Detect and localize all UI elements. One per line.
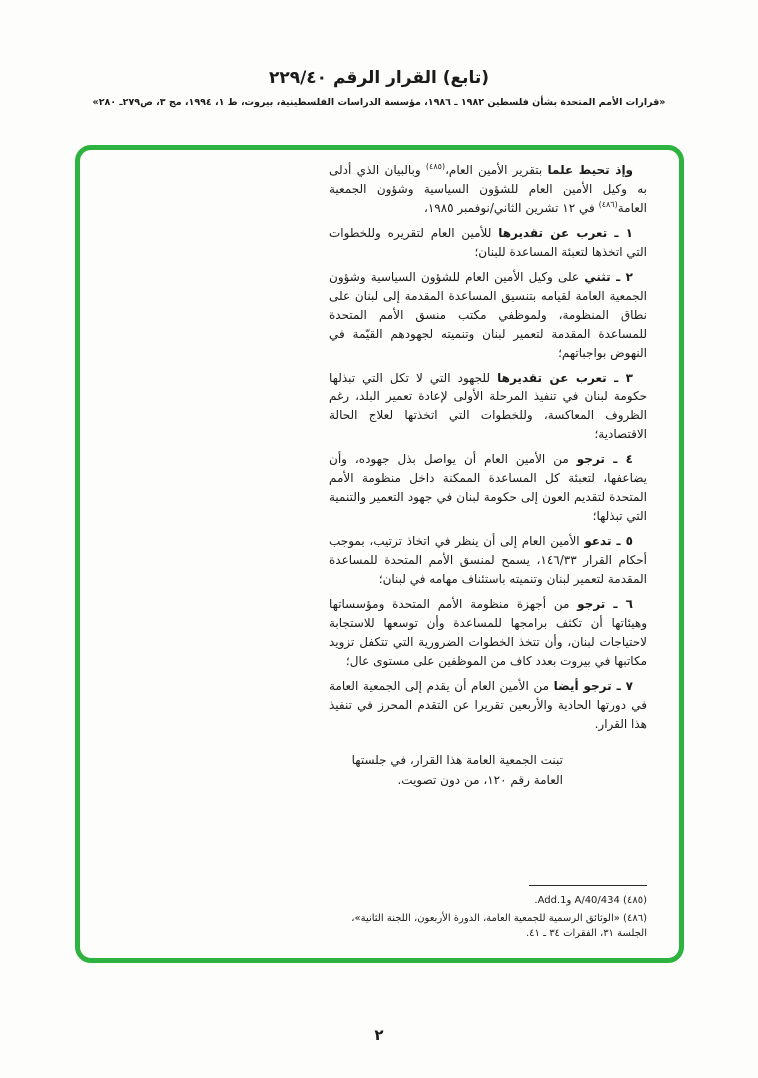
item-4-text: من الأمين العام أن يواصل بذل جهوده، وأن يضاعفها، لتعبئة كل المساعدة الممكنة داخل منظومة الأمم المتحدة لتقديم العون إلى حكومة لبنان في جهود التعمير والتنمية التي تبذلها؛	[329, 452, 647, 524]
resolution-item-3	[329, 369, 647, 445]
resolution-item-6	[329, 595, 647, 671]
intro-paragraph	[329, 161, 647, 218]
item-2-lead: ٢ ـ تثني	[584, 269, 633, 284]
adoption-note: تبنت الجمعية العامة هذا القرار، في جلستها العامة رقم ١٢٠، من دون تصويت.	[351, 752, 563, 788]
resolution-item-2	[329, 268, 647, 363]
footnote-485: (٤٨٥) A/40/434 وAdd.1.	[534, 895, 647, 906]
intro-text-2: وبالبيان الذي أدلى به وكيل الأمين العام للشؤون السياسية وشؤون الجمعية العامة	[329, 163, 647, 215]
item-7-lead: ٧ ـ ترجو أيضا	[553, 678, 633, 693]
footnotes-section	[329, 875, 647, 944]
item-5-lead: ٥ ـ تدعو	[584, 534, 633, 549]
footnote-ref-485: (٤٨٥)	[425, 162, 446, 171]
footnote-486: (٤٨٦) «الوثائق الرسمية للجمعية العامة، الدورة الأربعون، اللجنة الثانية»، الجلسة ٣١، الفقرات ٣٤ ـ ٤١.	[351, 913, 647, 939]
intro-lead: وإذ تحيط علما	[547, 163, 634, 177]
intro-text-3: في ١٢ تشرين الثاني/نوفمبر ١٩٨٥،	[423, 200, 599, 215]
item-2-text: على وكيل الأمين العام للشؤون السياسية وشؤون الجمعية العامة لقيامه بتنسيق المساعدة المقدمة إلى لبنان على نطاق المنظومة، ولموظفي مكتب منسق الأمم المتحدة للمساعدة المقدمة لتعمير لبنان وتنميته لجهودهم القيّمة في النهوض بواجباتهم؛	[329, 269, 647, 360]
item-5-text: الأمين العام إلى أن ينظر في اتخاذ ترتيب، بموجب أحكام القرار ١٤٦/٣٣، يسمح لمنسق الأمم المتحدة للمساعدة المقدمة لتعمير لبنان وتنميته باستئناف مهامه في لبنان؛	[329, 534, 648, 587]
intro-text-1: بتقرير الأمين العام،	[445, 163, 548, 177]
resolution-item-7	[329, 677, 647, 734]
resolution-border-box	[75, 145, 684, 963]
item-3-text: للجهود التي لا تكل التي تبذلها حكومة لبنان في تنفيذ المرحلة الأولى لإعادة تعمير البلد، رغم الظروف المعاكسة، وللخطوات التي اتخذتها لعلاج الحالة الاقتصادية؛	[329, 370, 647, 442]
page-header	[0, 68, 758, 108]
resolution-content	[329, 161, 647, 944]
item-6-text: من أجهزة منظومة الأمم المتحدة ومؤسساتها وهيئاتها أن تكثف برامجها للمساعدة وأن توسعها للاستجابة لاحتياجات لبنان، وأن تتخذ الخطوات الضرورية التي تتكفل تزويد مكاتبها في بيروت بعدد كاف من الموظفين على مستوى عال؛	[329, 597, 647, 668]
resolution-item-5	[329, 532, 647, 589]
resolution-title: (تابع) القرار الرقم ٢٢٩/٤٠	[268, 68, 490, 88]
item-1-text: للأمين العام لتقريره وللخطوات التي اتخذها لتعبئة المساعدة للبنان؛	[329, 225, 647, 259]
resolution-item-4	[329, 450, 647, 526]
resolution-item-1	[329, 224, 647, 262]
page-number: ٢	[374, 1026, 384, 1044]
item-3-lead: ٣ ـ تعرب عن تقديرها	[497, 370, 633, 385]
item-6-lead: ٦ ـ ترجو	[577, 597, 633, 612]
footnote-divider	[529, 885, 647, 886]
source-citation: «قرارات الأمم المتحدة بشأن فلسطين ١٩٨٢ ـ ١٩٨٦، مؤسسة الدراسات الفلسطينية، بيروت، ط ١، ١٩٩٤، مج ٣، ص٢٧٩ـ ٢٨٠»	[92, 97, 666, 108]
item-1-lead: ١ ـ تعرب عن تقديرها	[498, 225, 633, 240]
footnote-ref-486: (٤٨٦)	[598, 199, 618, 209]
item-7-text: من الأمين العام أن يقدم إلى الجمعية العامة في دورتها الحادية والأربعين تقريرا عن التقدم المحرز في تنفيذ هذا القرار.	[329, 678, 647, 731]
item-4-lead: ٤ ـ ترجو	[576, 452, 633, 467]
